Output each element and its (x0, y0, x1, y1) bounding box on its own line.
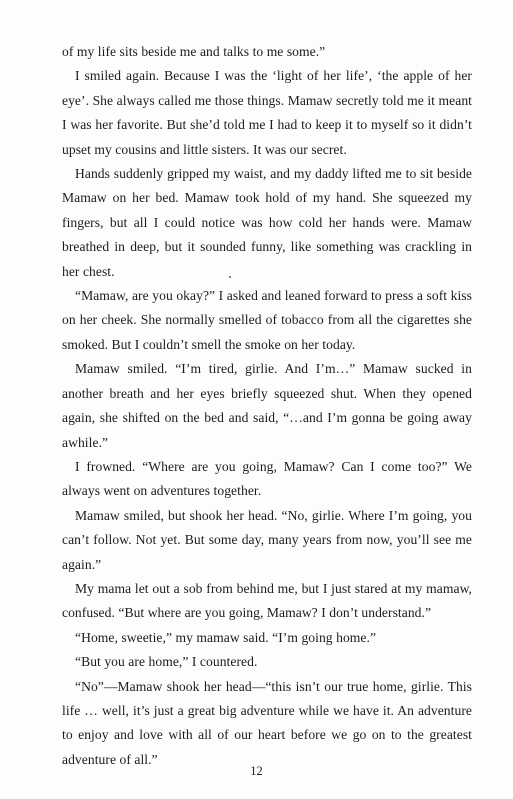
paragraph: “But you are home,” I countered. (75, 654, 258, 670)
paragraph: I frowned. “Where are you going, Mamaw? Can I come too?” We always went on adventures together. (62, 458, 472, 499)
paragraph: I smiled again. Because I was the ‘light of her life’, ‘the apple of her eye’. She always called me those things. Mamaw secretly told me it meant I was her favorite. But she’d told me I had to keep it to myself so it didn’t upset my cousins and little sisters. It was our secret. (62, 68, 472, 157)
page-body-text (62, 40, 472, 772)
paragraph: “No”—Mamaw shook her head—“this isn’t our true home, girlie. This life … well, it’s just a great big adventure while we have it. An adventure to enjoy and love with all of our heart before we go on to the greatest adventure of all.” (62, 678, 472, 767)
scan-speck (229, 276, 231, 278)
paragraph: My mama let out a sob from behind me, but I just stared at my mamaw, confused. “But where are you going, Mamaw? I don’t understand.” (62, 580, 472, 621)
paragraph: of my life sits beside me and talks to me some.” (62, 44, 326, 59)
paragraph: “Home, sweetie,” my mamaw said. “I’m going home.” (75, 629, 377, 645)
paragraph: Hands suddenly gripped my waist, and my daddy lifted me to sit beside Mamaw on her bed. Mamaw took hold of my hand. She squeezed my fingers, but all I could notice was how cold her hands were. Mamaw breathed in deep, but it sounded funny, like something was crackling in her chest. (62, 166, 472, 279)
page-number: 12 (250, 764, 263, 778)
paragraph: Mamaw smiled, but shook her head. “No, girlie. Where I’m going, you can’t follow. Not yet. But some day, many years from now, you’ll see me again.” (62, 507, 472, 572)
paragraph: Mamaw smiled. “I’m tired, girlie. And I’m…” Mamaw sucked in another breath and her eyes briefly squeezed shut. When they opened again, she shifted on the bed and said, “…and I’m gonna be going away awhile.” (62, 361, 472, 450)
paragraph: “Mamaw, are you okay?” I asked and leaned forward to press a soft kiss on her cheek. She normally smelled of tobacco from all the cigarettes she smoked. But I couldn’t smell the smoke on her today. (62, 288, 472, 352)
